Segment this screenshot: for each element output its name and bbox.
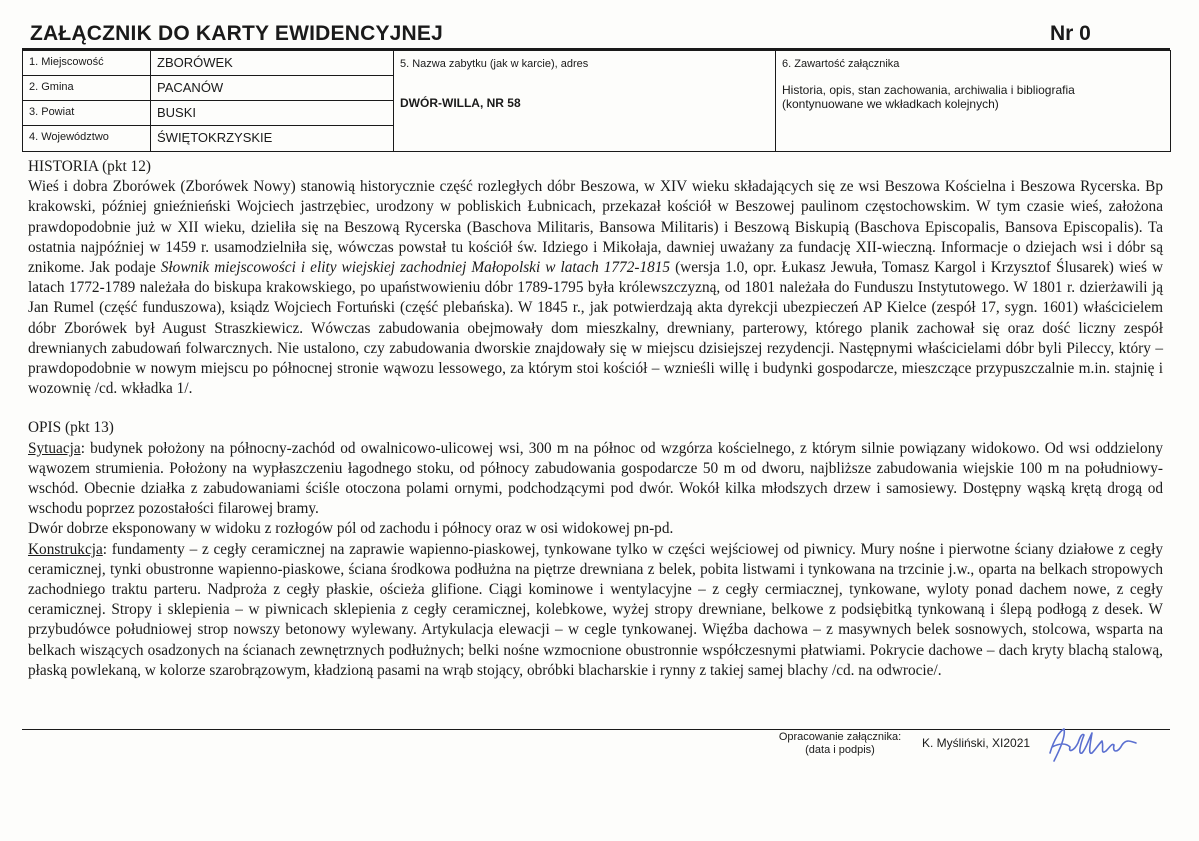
history-text-part-2: (wersja 1.0, opr. Łukasz Jewuła, Tomasz Kargol i Krzysztof Ślusarek) wieś w latach 1772-1789 należała do biskupa krakowskiego, po upaństwowieniu dóbr 1789-1795 była królewszczyzną, od 1801 należała do Funduszu Instytutowego. W 1801 r. dzierżawili ją Jan Rumel (część funduszowa), ksiądz Wojciech Fortuński (część plebańska). W 1845 r., jak potwierdzają akta dyrekcji ubezpieczeń AP Kielce (zespół 17, sygn. 1601) właścicielem dóbr Zborówek był August Straszkiewicz. Wówczas zabudowania obejmowały dom mieszkalny, drewniany, parterowy, którego planik zachował się oraz dość liczny zespół drewnianych zabudowań folwarcznych. Nie ustalono, czy zabudowania dworskie znajdowały się w miejscu dzisiejszej rezydencji. Następnymi właścicielami dóbr byli Pileccy, który – prawdopodobnie w nowym miejscu po północnej stronie wąwozu lessowego, za którym stoi kościół – wznieśli willę i budynki gospodarcze, mieszczące przypuszczalnie m.in. stajnię i wozownię /cd. wkładka 1/. [28, 259, 1163, 398]
county-label: 3. Powiat [23, 101, 151, 126]
attachment-body [28, 157, 1163, 681]
history-paragraph [28, 177, 1163, 399]
record-header-table [22, 50, 1171, 152]
prepared-label-line-2: (data i podpis) [805, 744, 875, 756]
history-heading: HISTORIA (pkt 12) [28, 158, 151, 175]
prepared-label-line-1: Opracowanie załącznika: [778, 731, 902, 743]
page-title: ZAŁĄCZNIK DO KARTY EWIDENCYJNEJ [30, 22, 444, 45]
construction-text: : fundamenty – z cegły ceramicznej na zaprawie wapienno-piaskowej, tynkowane tylko w części wejściowej od piwnicy. Mury nośne i pierwotne ściany działowe z cegły ceramicznej, tynki obustronne wapienno-piaskowe, ściana środkowa podłużna na piętrze drewniana z belek, pobita listwami i tynkowana na trzcinie j.w., oparta na belkach stropowych zachodniego traktu parteru. Nadproża z cegły płaskie, ościeża glifione. Ciągi kominowe i wentylacyjne – z cegły cermiacznej, tynkowane, wyloty ponad dachem nowe, z cegły ceramicznej. Stropy i sklepienia – w piwnicach sklepienia z cegły ceramicznej, kolebkowe, wyżej stropy drewniane, belkowe z podsiębitką tynkowaną i ślepą podłogą z desek. W przybudówce południowej strop nowszy betonowy wylewany. Artykulacja elewacji – w cegle tynkowanej. Więźba dachowa – z masywnych belek sosnowych, stolcowa, wsparta na belkach wiszących osadzonych na ścianach zewnętrznych podłużnych; belki nośne wzmocnione obustronnie współczesnymi płatwiami. Pokrycie dachowe – dach kryty blachą stalową, płaską powlekaną, w kolorze szarobrązowym, kładzioną pasami na wrąb stojący, obróbki blacharskie i rynny z takiej samej blachy /cd. na odwrocie/. [28, 540, 1163, 679]
prepared-label [770, 731, 910, 757]
situation-label: Sytuacja [28, 439, 81, 457]
history-source-title: Słownik miejscowości i elity wiejskiej zachodniej Małopolski w latach 1772-1815 [160, 259, 671, 277]
situation-paragraph [28, 439, 1163, 520]
handwritten-signature [1044, 723, 1144, 767]
footer-divider [22, 729, 1170, 730]
locality-label: 1. Miejscowość [23, 51, 151, 76]
monument-name-value: DWÓR-WILLA, NR 58 [400, 96, 521, 110]
commune-value: PACANÓW [151, 76, 394, 101]
history-text-part-1: Wieś i dobra Zborówek (Zborówek Nowy) stanowią historycznie część rozległych dóbr Beszowa, w XIV wieku składających się ze wsi Beszowa Kościelna i Beszowa Rycerska. Bp krakowski, później gnieźnieński Wojciech jastrzębiec, urodzony w pobliskich Łubnicach, przekazał kościół w Beszowej paulinom częstochowskim. W tym czasie wieś, założona prawdopodobnie już w XII wieku, dzieliła się na Beszową Rycerska (Baschova Militaris, Bansowa Militaris) i Beszową Biskupią (Baschova Episcopalis, Bansova Episcopalis). Ta ostatnia najpóźniej w 1459 r. usamodzielniła się, wówczas powstał tu kościół św. Idziego i Mikołaja, dawniej uważany za fundację XII-wieczną. Informacje o dziejach wsi i dóbr są znikome. Jak podaje [28, 178, 1163, 277]
form-number: Nr 0 [1050, 22, 1091, 45]
construction-label: Konstrukcja [28, 540, 103, 558]
attachment-content-label: 6. Zawartość załącznika [782, 58, 900, 70]
voivodeship-label: 4. Województwo [23, 126, 151, 152]
locality-value: ZBORÓWEK [151, 51, 394, 76]
description-heading: OPIS (pkt 13) [28, 419, 114, 437]
attachment-content-line-2: (kontynuowane we wkładkach kolejnych) [782, 97, 999, 111]
attachment-content-line-1: Historia, opis, stan zachowania, archiwalia i bibliografia [782, 83, 1075, 97]
monument-name-label: 5. Nazwa zabytku (jak w karcie), adres [400, 58, 589, 70]
voivodeship-value: ŚWIĘTOKRZYSKIE [151, 126, 394, 152]
attachment-content-cell [776, 51, 1171, 152]
county-value: BUSKI [151, 101, 394, 126]
commune-label: 2. Gmina [23, 76, 151, 101]
situation-text: : budynek położony na północny-zachód od owalnicowo-ulicowej wsi, 300 m na północ od wzgórza kościelnego, z którym silnie powiązany widokowo. Od wsi oddzielony wąwozem strumienia. Położony na wypłaszczeniu łagodnego stoku, od północy zabudowania gospodarcze 50 m od dworu, najbliższe zabudowania wiejskie 100 m na południowy-wschód. Obecnie działka z zabudowaniami ściśle otoczona polami ornymi, podchodzącymi pod dwór. Wokół kilka młodszych drzew i samosiewy. Dostępny wąską krętą drogą od wschodu poprzez pozostałości filarowej bramy. [28, 439, 1163, 518]
prepared-by: K. Myśliński, XI2021 [922, 736, 1031, 750]
monument-name-cell [394, 51, 776, 152]
construction-paragraph [28, 540, 1163, 681]
situation-paragraph-2: Dwór dobrze eksponowany w widoku z rozłogów pól od zachodu i północy oraz w osi widokowej pn-pd. [28, 520, 674, 538]
